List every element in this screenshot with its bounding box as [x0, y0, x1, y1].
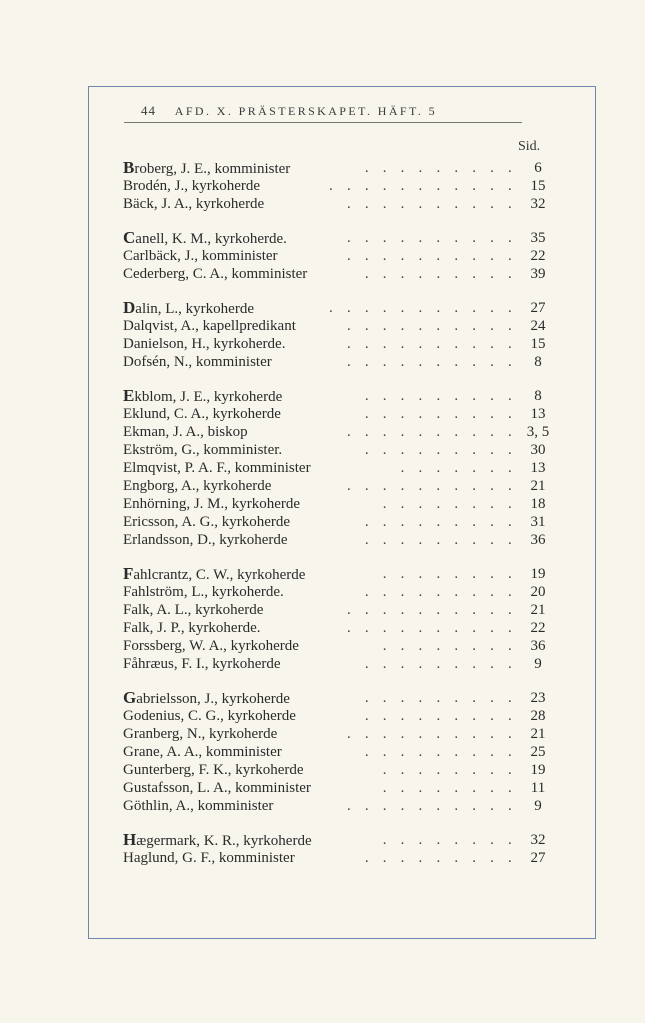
entry-page: 3, 5 [526, 424, 550, 440]
entry-page: 6 [534, 160, 542, 176]
index-entry [123, 353, 555, 371]
leader-dots: . . . . . . . . . . [346, 196, 517, 212]
entry-page: 19 [530, 566, 546, 582]
leader-dots: . . . . . . . . . . [346, 602, 517, 618]
leader-dots: . . . . . . . . [382, 638, 517, 654]
index-group [123, 387, 555, 549]
leader-dots: . . . . . . . . [382, 832, 517, 848]
entry-name: Dalqvist, A., kapellpredikant [123, 318, 296, 334]
leader-dots: . . . . . . . . . [364, 690, 517, 706]
index-group [123, 565, 555, 673]
entry-name: Granberg, N., kyrkoherde [123, 726, 278, 742]
index-entry [123, 797, 555, 815]
index-entry [123, 299, 555, 317]
entry-page: 15 [530, 178, 546, 194]
index-entry [123, 743, 555, 761]
entry-page: 21 [530, 478, 546, 494]
entry-name: Gunterberg, F. K., kyrkoherde [123, 762, 304, 778]
index-entry [123, 177, 555, 195]
leader-dots: . . . . . . . . . [364, 266, 517, 282]
leader-dots: . . . . . . . [400, 460, 517, 476]
entry-page: 9 [534, 798, 542, 814]
index-group [123, 159, 555, 213]
index-entry [123, 459, 555, 477]
index-entry [123, 619, 555, 637]
entry-name: Ekblom, J. E., kyrkoherde [123, 386, 283, 405]
entry-page: 31 [530, 514, 546, 530]
entry-name: Falk, J. P., kyrkoherde. [123, 620, 261, 636]
entry-name: Ekström, G., komminister. [123, 442, 283, 458]
entry-page: 18 [530, 496, 546, 512]
index-entry [123, 761, 555, 779]
entry-name: Erlandsson, D., kyrkoherde [123, 532, 288, 548]
leader-dots: . . . . . . . . . . . [329, 300, 517, 316]
index-entry [123, 689, 555, 707]
index-entry [123, 423, 555, 441]
leader-dots: . . . . . . . . . . [346, 230, 517, 246]
entry-name: Enhörning, J. M., kyrkoherde [123, 496, 301, 512]
entry-page: 22 [530, 620, 546, 636]
index-entry [123, 247, 555, 265]
entry-name: Broberg, J. E., komminister [123, 158, 291, 177]
page-number: 44 [141, 103, 156, 118]
index-list [123, 159, 555, 883]
entry-page: 13 [530, 460, 546, 476]
leader-dots: . . . . . . . . . [364, 708, 517, 724]
entry-name: Carlbäck, J., komminister [123, 248, 278, 264]
entry-name: Fahlström, L., kyrkoherde. [123, 584, 284, 600]
index-entry [123, 495, 555, 513]
leader-dots: . . . . . . . . . . [346, 354, 517, 370]
index-entry [123, 779, 555, 797]
page-column-label: Sid. [518, 139, 541, 154]
entry-page: 35 [530, 230, 546, 246]
leader-dots: . . . . . . . . [382, 566, 517, 582]
entry-page: 27 [530, 850, 546, 866]
index-entry [123, 725, 555, 743]
group-initial-letter: C [123, 228, 136, 247]
index-group [123, 229, 555, 283]
leader-dots: . . . . . . . . . . [346, 726, 517, 742]
leader-dots: . . . . . . . . . . . [329, 178, 517, 194]
leader-dots: . . . . . . . . . [364, 584, 517, 600]
leader-dots: . . . . . . . . . . [346, 248, 517, 264]
index-group [123, 689, 555, 815]
leader-dots: . . . . . . . . . [364, 160, 517, 176]
entry-name: Danielson, H., kyrkoherde. [123, 336, 286, 352]
entry-page: 8 [534, 388, 542, 404]
leader-dots: . . . . . . . . . . [346, 798, 517, 814]
entry-page: 36 [530, 638, 546, 654]
index-entry [123, 387, 555, 405]
leader-dots: . . . . . . . . . [364, 406, 517, 422]
entry-page: 24 [530, 318, 546, 334]
entry-name: Elmqvist, P. A. F., komminister [123, 460, 311, 476]
leader-dots: . . . . . . . . . [364, 532, 517, 548]
entry-name: Fåhræus, F. I., kyrkoherde [123, 656, 281, 672]
entry-name: Cederberg, C. A., komminister [123, 266, 308, 282]
entry-page: 32 [530, 832, 546, 848]
entry-page: 21 [530, 726, 546, 742]
group-initial-letter: H [123, 830, 137, 849]
leader-dots: . . . . . . . . . . [346, 336, 517, 352]
index-entry [123, 707, 555, 725]
index-entry [123, 195, 555, 213]
index-entry [123, 477, 555, 495]
entry-page: 36 [530, 532, 546, 548]
group-initial-letter: B [123, 158, 135, 177]
leader-dots: . . . . . . . . . [364, 850, 517, 866]
entry-page: 8 [534, 354, 542, 370]
entry-name: Hægermark, K. R., kyrkoherde [123, 830, 312, 849]
header-rule [124, 122, 522, 123]
index-entry [123, 229, 555, 247]
entry-page: 25 [530, 744, 546, 760]
entry-page: 19 [530, 762, 546, 778]
entry-name: Canell, K. M., kyrkoherde. [123, 228, 287, 247]
index-entry [123, 849, 555, 867]
leader-dots: . . . . . . . . . [364, 656, 517, 672]
index-group [123, 831, 555, 867]
index-entry [123, 583, 555, 601]
entry-name: Dofsén, N., komminister [123, 354, 272, 370]
entry-page: 30 [530, 442, 546, 458]
entry-name: Brodén, J., kyrkoherde [123, 178, 261, 194]
entry-name: Grane, A. A., komminister [123, 744, 282, 760]
index-entry [123, 565, 555, 583]
entry-page: 32 [530, 196, 546, 212]
running-header [141, 103, 481, 119]
entry-page: 15 [530, 336, 546, 352]
entry-name: Ericsson, A. G., kyrkoherde [123, 514, 291, 530]
entry-page: 27 [530, 300, 546, 316]
entry-name: Gabrielsson, J., kyrkoherde [123, 688, 290, 707]
entry-name: Haglund, G. F., komminister [123, 850, 295, 866]
header-title: AFD. X. PRÄSTERSKAPET. HÄFT. 5 [174, 104, 437, 118]
index-entry [123, 317, 555, 335]
index-entry [123, 531, 555, 549]
leader-dots: . . . . . . . . . [364, 388, 517, 404]
group-initial-letter: F [123, 564, 134, 583]
leader-dots: . . . . . . . . . . [346, 424, 517, 440]
group-initial-letter: E [123, 386, 135, 405]
group-initial-letter: G [123, 688, 137, 707]
index-entry [123, 265, 555, 283]
entry-page: 21 [530, 602, 546, 618]
index-entry [123, 831, 555, 849]
entry-page: 28 [530, 708, 546, 724]
leader-dots: . . . . . . . . . [364, 514, 517, 530]
index-entry [123, 441, 555, 459]
leader-dots: . . . . . . . . . . [346, 620, 517, 636]
entry-page: 9 [534, 656, 542, 672]
entry-name: Fahlcrantz, C. W., kyrkoherde [123, 564, 306, 583]
leader-dots: . . . . . . . . . . [346, 478, 517, 494]
entry-name: Engborg, A., kyrkoherde [123, 478, 272, 494]
entry-page: 20 [530, 584, 546, 600]
index-entry [123, 601, 555, 619]
index-entry [123, 405, 555, 423]
entry-name: Godenius, C. G., kyrkoherde [123, 708, 296, 724]
leader-dots: . . . . . . . . . . [346, 318, 517, 334]
entry-page: 22 [530, 248, 546, 264]
entry-name: Gustafsson, L. A., komminister [123, 780, 311, 796]
index-entry [123, 513, 555, 531]
leader-dots: . . . . . . . . [382, 496, 517, 512]
entry-page: 23 [530, 690, 546, 706]
leader-dots: . . . . . . . . . [364, 442, 517, 458]
index-entry [123, 159, 555, 177]
entry-page: 39 [530, 266, 546, 282]
index-entry [123, 335, 555, 353]
entry-name: Eklund, C. A., kyrkoherde [123, 406, 281, 422]
entry-name: Dalin, L., kyrkoherde [123, 298, 254, 317]
entry-name: Göthlin, A., komminister [123, 798, 274, 814]
leader-dots: . . . . . . . . [382, 762, 517, 778]
entry-page: 11 [530, 780, 546, 796]
entry-name: Forssberg, W. A., kyrkoherde [123, 638, 299, 654]
leader-dots: . . . . . . . . . [364, 744, 517, 760]
index-entry [123, 637, 555, 655]
entry-name: Ekman, J. A., biskop [123, 424, 248, 440]
leader-dots: . . . . . . . . [382, 780, 517, 796]
index-group [123, 299, 555, 371]
entry-name: Bäck, J. A., kyrkoherde [123, 196, 265, 212]
entry-page: 13 [530, 406, 546, 422]
group-initial-letter: D [123, 298, 136, 317]
entry-name: Falk, A. L., kyrkoherde [123, 602, 264, 618]
index-entry [123, 655, 555, 673]
